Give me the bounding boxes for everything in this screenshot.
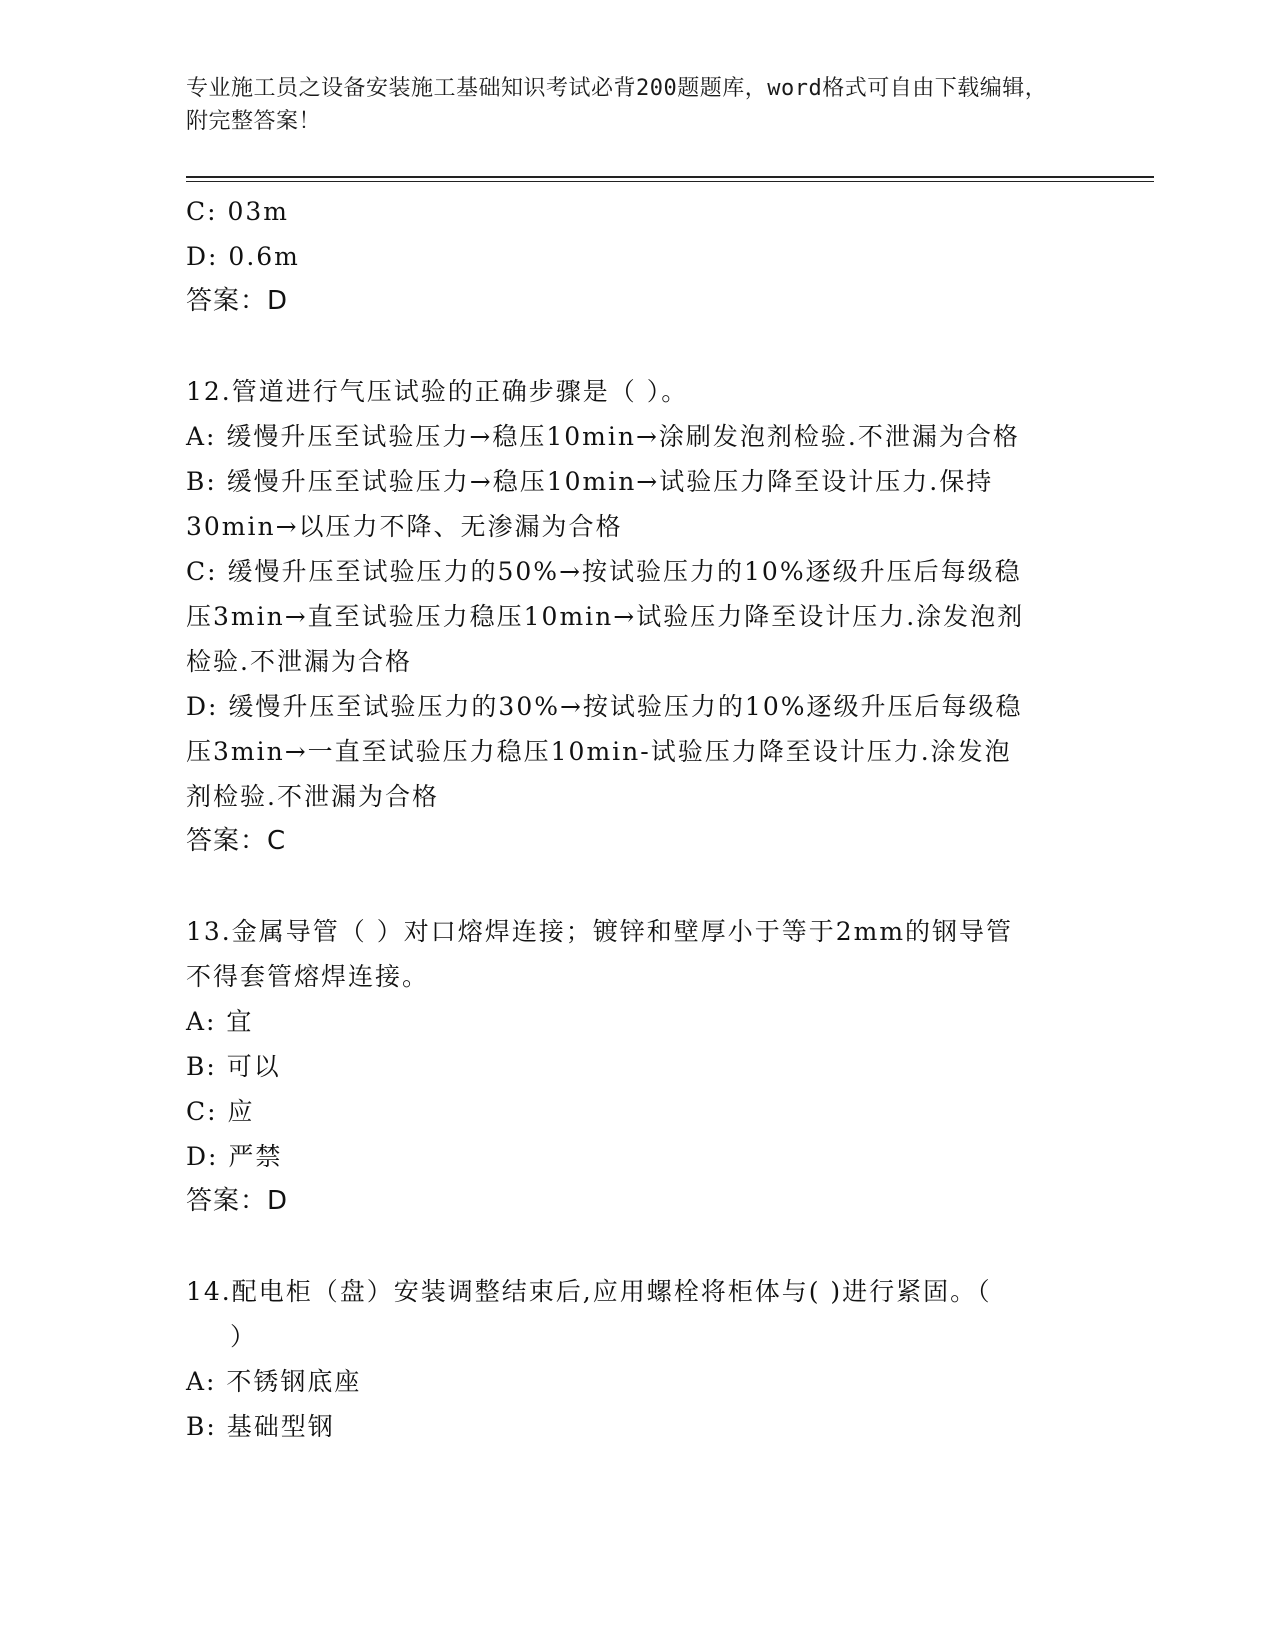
- question-content: [186, 189, 1086, 1449]
- q13-option-c: C: 应: [186, 1097, 255, 1126]
- q12-option-d-line3: 剂检验.不泄漏为合格: [186, 782, 439, 811]
- spacer: [186, 324, 1086, 369]
- prev-answer: 答案：D: [186, 286, 289, 316]
- q14-option-a: A: 不锈钢底座: [186, 1367, 362, 1396]
- q12-option-c-line3: 检验.不泄漏为合格: [186, 647, 412, 676]
- q13-option-b: B: 可以: [186, 1052, 281, 1081]
- q13-option-d: D: 严禁: [186, 1142, 283, 1171]
- q12-option-d-line1: D: 缓慢升压至试验压力的30%→按试验压力的10%逐级升压后每级稳: [186, 692, 1023, 721]
- page-header-title: 专业施工员之设备安装施工基础知识考试必背200题题库，word格式可自由下载编辑，附完整答案！: [186, 76, 1048, 134]
- prev-option-d: D: 0.6m: [186, 242, 300, 271]
- q14-stem-line1: 14.配电柜（盘）安装调整结束后,应用螺栓将柜体与( )进行紧固。（: [186, 1277, 992, 1306]
- q13-option-a: A: 宜: [186, 1007, 254, 1036]
- q12-option-d-line2: 压3min→一直至试验压力稳压10min-试验压力降至设计压力.涂发泡: [186, 737, 1012, 766]
- prev-option-c: C: 03m: [186, 197, 290, 226]
- header-divider-thick: [186, 176, 1154, 178]
- spacer: [186, 1224, 1086, 1269]
- q14-stem-line2: ）: [230, 1322, 258, 1351]
- q13-stem-line2: 不得套管熔焊连接。: [186, 962, 430, 991]
- q12-answer: 答案：C: [186, 826, 287, 856]
- spacer: [186, 864, 1086, 909]
- q12-option-c-line2: 压3min→直至试验压力稳压10min→试验压力降至设计压力.涂发泡剂: [186, 602, 1025, 631]
- q12-option-b-line1: B: 缓慢升压至试验压力→稳压10min→试验压力降至设计压力.保持: [186, 467, 994, 496]
- q12-option-b-line2: 30min→以压力不降、无渗漏为合格: [186, 512, 623, 541]
- header-divider-thin: [186, 181, 1154, 182]
- q14-option-b: B: 基础型钢: [186, 1412, 335, 1441]
- q13-stem-line1: 13.金属导管（ ）对口熔焊连接；镀锌和壁厚小于等于2mm的钢导管: [186, 917, 1014, 946]
- q13-answer: 答案：D: [186, 1186, 289, 1216]
- q12-option-a: A: 缓慢升压至试验压力→稳压10min→涂刷发泡剂检验.不泄漏为合格: [186, 422, 1020, 451]
- q12-stem: 12.管道进行气压试验的正确步骤是（ ）。: [186, 377, 689, 406]
- q12-option-c-line1: C: 缓慢升压至试验压力的50%→按试验压力的10%逐级升压后每级稳: [186, 557, 1022, 586]
